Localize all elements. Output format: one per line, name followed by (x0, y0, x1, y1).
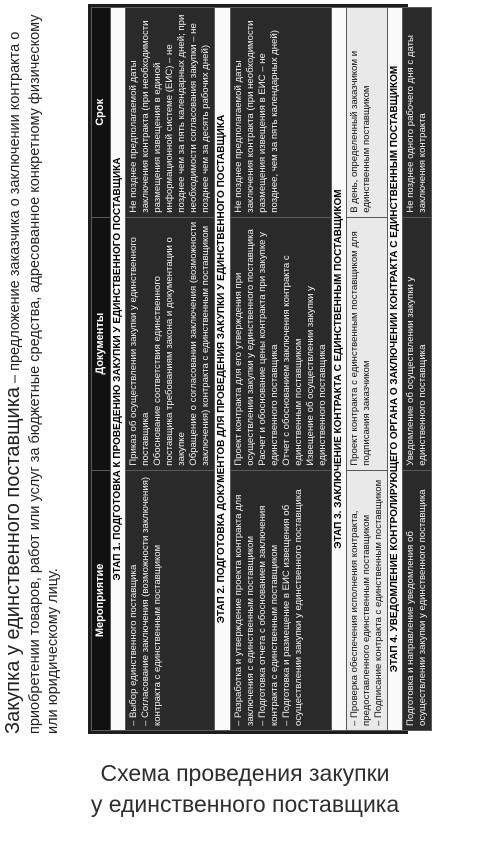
cell-line: – Подготовка и размещение в ЕИС извещения об осуществлении закупки у единственного поставщика (280, 489, 304, 726)
cell-line: Уведомление об осуществлении закупки у единственного поставщика (405, 276, 429, 466)
stage-title: ЭТАП 4. УВЕДОМЛЕНИЕ КОНТРОЛИРУЮЩЕГО ОРГАНА О ЗАКЛЮЧЕНИИ КОНТРАКТА С ЕДИНСТВЕННЫМ ПОСТАВЩИКОМ (387, 8, 403, 731)
cell-line: Не позднее предполагаемой даты заключения контракта (при необходимости размещения извещения в единой информационной системе (ЕИС) – не позднее чем за пять календарных дней; при необходимости согласования закупки – не позднее чем за десять рабочих дней) (128, 14, 212, 213)
cell-line: В день, определенный заказчиком и единственным поставщиком (349, 50, 372, 213)
cell-term (230, 8, 331, 218)
table-row (403, 8, 432, 731)
cell-line: Не позднее одного рабочего дня с даты заключения контракта (405, 35, 429, 213)
stage-row (215, 8, 231, 731)
cell-line: Отчет с обоснованием заключения контракта с единственным поставщиком (280, 255, 304, 466)
cell-term (347, 8, 388, 218)
cell-line: – Проверка обеспечения исполнения контракта, предоставленного единственным поставщиком (349, 510, 372, 726)
table-row (230, 8, 331, 731)
cell-line: – Согласование заключения (возможности заключения) контракта с единственным поставщиком (140, 476, 164, 726)
stage-title: ЭТАП 3. ЗАКЛЮЧЕНИЕ КОНТРАКТА С ЕДИНСТВЕННЫМ ПОСТАВЩИКОМ (331, 8, 347, 731)
stage-title: ЭТАП 2. ПОДГОТОВКА ДОКУМЕНТОВ ДЛЯ ПРОВЕДЕНИЯ ЗАКУПКИ У ЕДИНСТВЕННОГО ПОСТАВЩИКА (215, 8, 231, 731)
table-row (347, 8, 388, 731)
intro-term: Закупка у единственного поставщика (2, 386, 24, 734)
header-documents: Документы (92, 217, 111, 470)
cell-event (403, 470, 432, 730)
cell-documents (403, 217, 432, 470)
table-body (110, 8, 432, 731)
stage-title: ЭТАП 1. ПОДГОТОВКА К ПРОВЕДЕНИЮ ЗАКУПКИ У ЕДИНСТВЕННОГО ПОСТАВЩИКА (110, 8, 126, 731)
table-row (126, 8, 215, 731)
stage-row (387, 8, 403, 731)
cell-line: Извещение об осуществлении закупки у единственного поставщика (304, 286, 328, 466)
slide-caption (0, 758, 490, 820)
cell-line: Проект контракта для его утверждения при осуществлении закупки у единственного поставщика (232, 229, 256, 466)
header-event: Мероприятие (92, 470, 111, 730)
stage-row (110, 8, 126, 731)
cell-line: – Подписание контракта с единственным поставщиком (372, 479, 384, 726)
cell-line: – Выбор единственного поставщика (128, 564, 140, 726)
cell-documents (126, 217, 215, 470)
intro-definition: – предложение заказчика о заключении контракта о приобретении товаров, работ или услуг за бюджетные средства, адресованное конкретному физическому или юридическому лицу. (7, 14, 62, 734)
cell-line: Приказ об осуществлении закупки у единственного поставщика (128, 237, 152, 466)
stage-row (331, 8, 347, 731)
procurement-table (88, 4, 429, 734)
cell-event (347, 470, 388, 730)
cell-line: Обращение о согласовании заключения (возможности заключения) контракта с единственным поставщиком (188, 221, 212, 466)
caption-line-1: Схема проведения закупки (100, 760, 390, 786)
cell-line: – Подготовка отчета с обоснованием заключения контракта с единственным поставщиком (256, 505, 280, 726)
header-term: Срок (92, 8, 111, 218)
cell-term (403, 8, 432, 218)
cell-event (126, 470, 215, 730)
intro-paragraph (2, 6, 82, 734)
cell-documents (230, 217, 331, 470)
table-header-row (92, 8, 111, 731)
cell-line: Подготовка и направление уведомления об осуществлении закупки у единственного поставщика (405, 489, 429, 726)
cell-documents (347, 217, 388, 470)
cell-line: Обоснование соответствия единственного поставщика требованиям закона и документации о закупке (152, 237, 188, 466)
cell-term (126, 8, 215, 218)
cell-line: Расчет и обоснование цены контракта при закупке у единственного поставщика (256, 232, 280, 466)
cell-line: Не позднее предполагаемой даты заключения контракта (при необходимости размещения извещения в ЕИС – не позднее, чем за пять календарных дней) (232, 20, 280, 213)
cell-line: Проект контракта с единственным поставщиком для подписания заказчиком (349, 231, 372, 466)
cell-event (230, 470, 331, 730)
caption-line-2: у единственного поставщика (90, 791, 400, 818)
cell-line: – Разработка и утверждение проекта контракта для заключения с единственным поставщиком (232, 494, 256, 726)
